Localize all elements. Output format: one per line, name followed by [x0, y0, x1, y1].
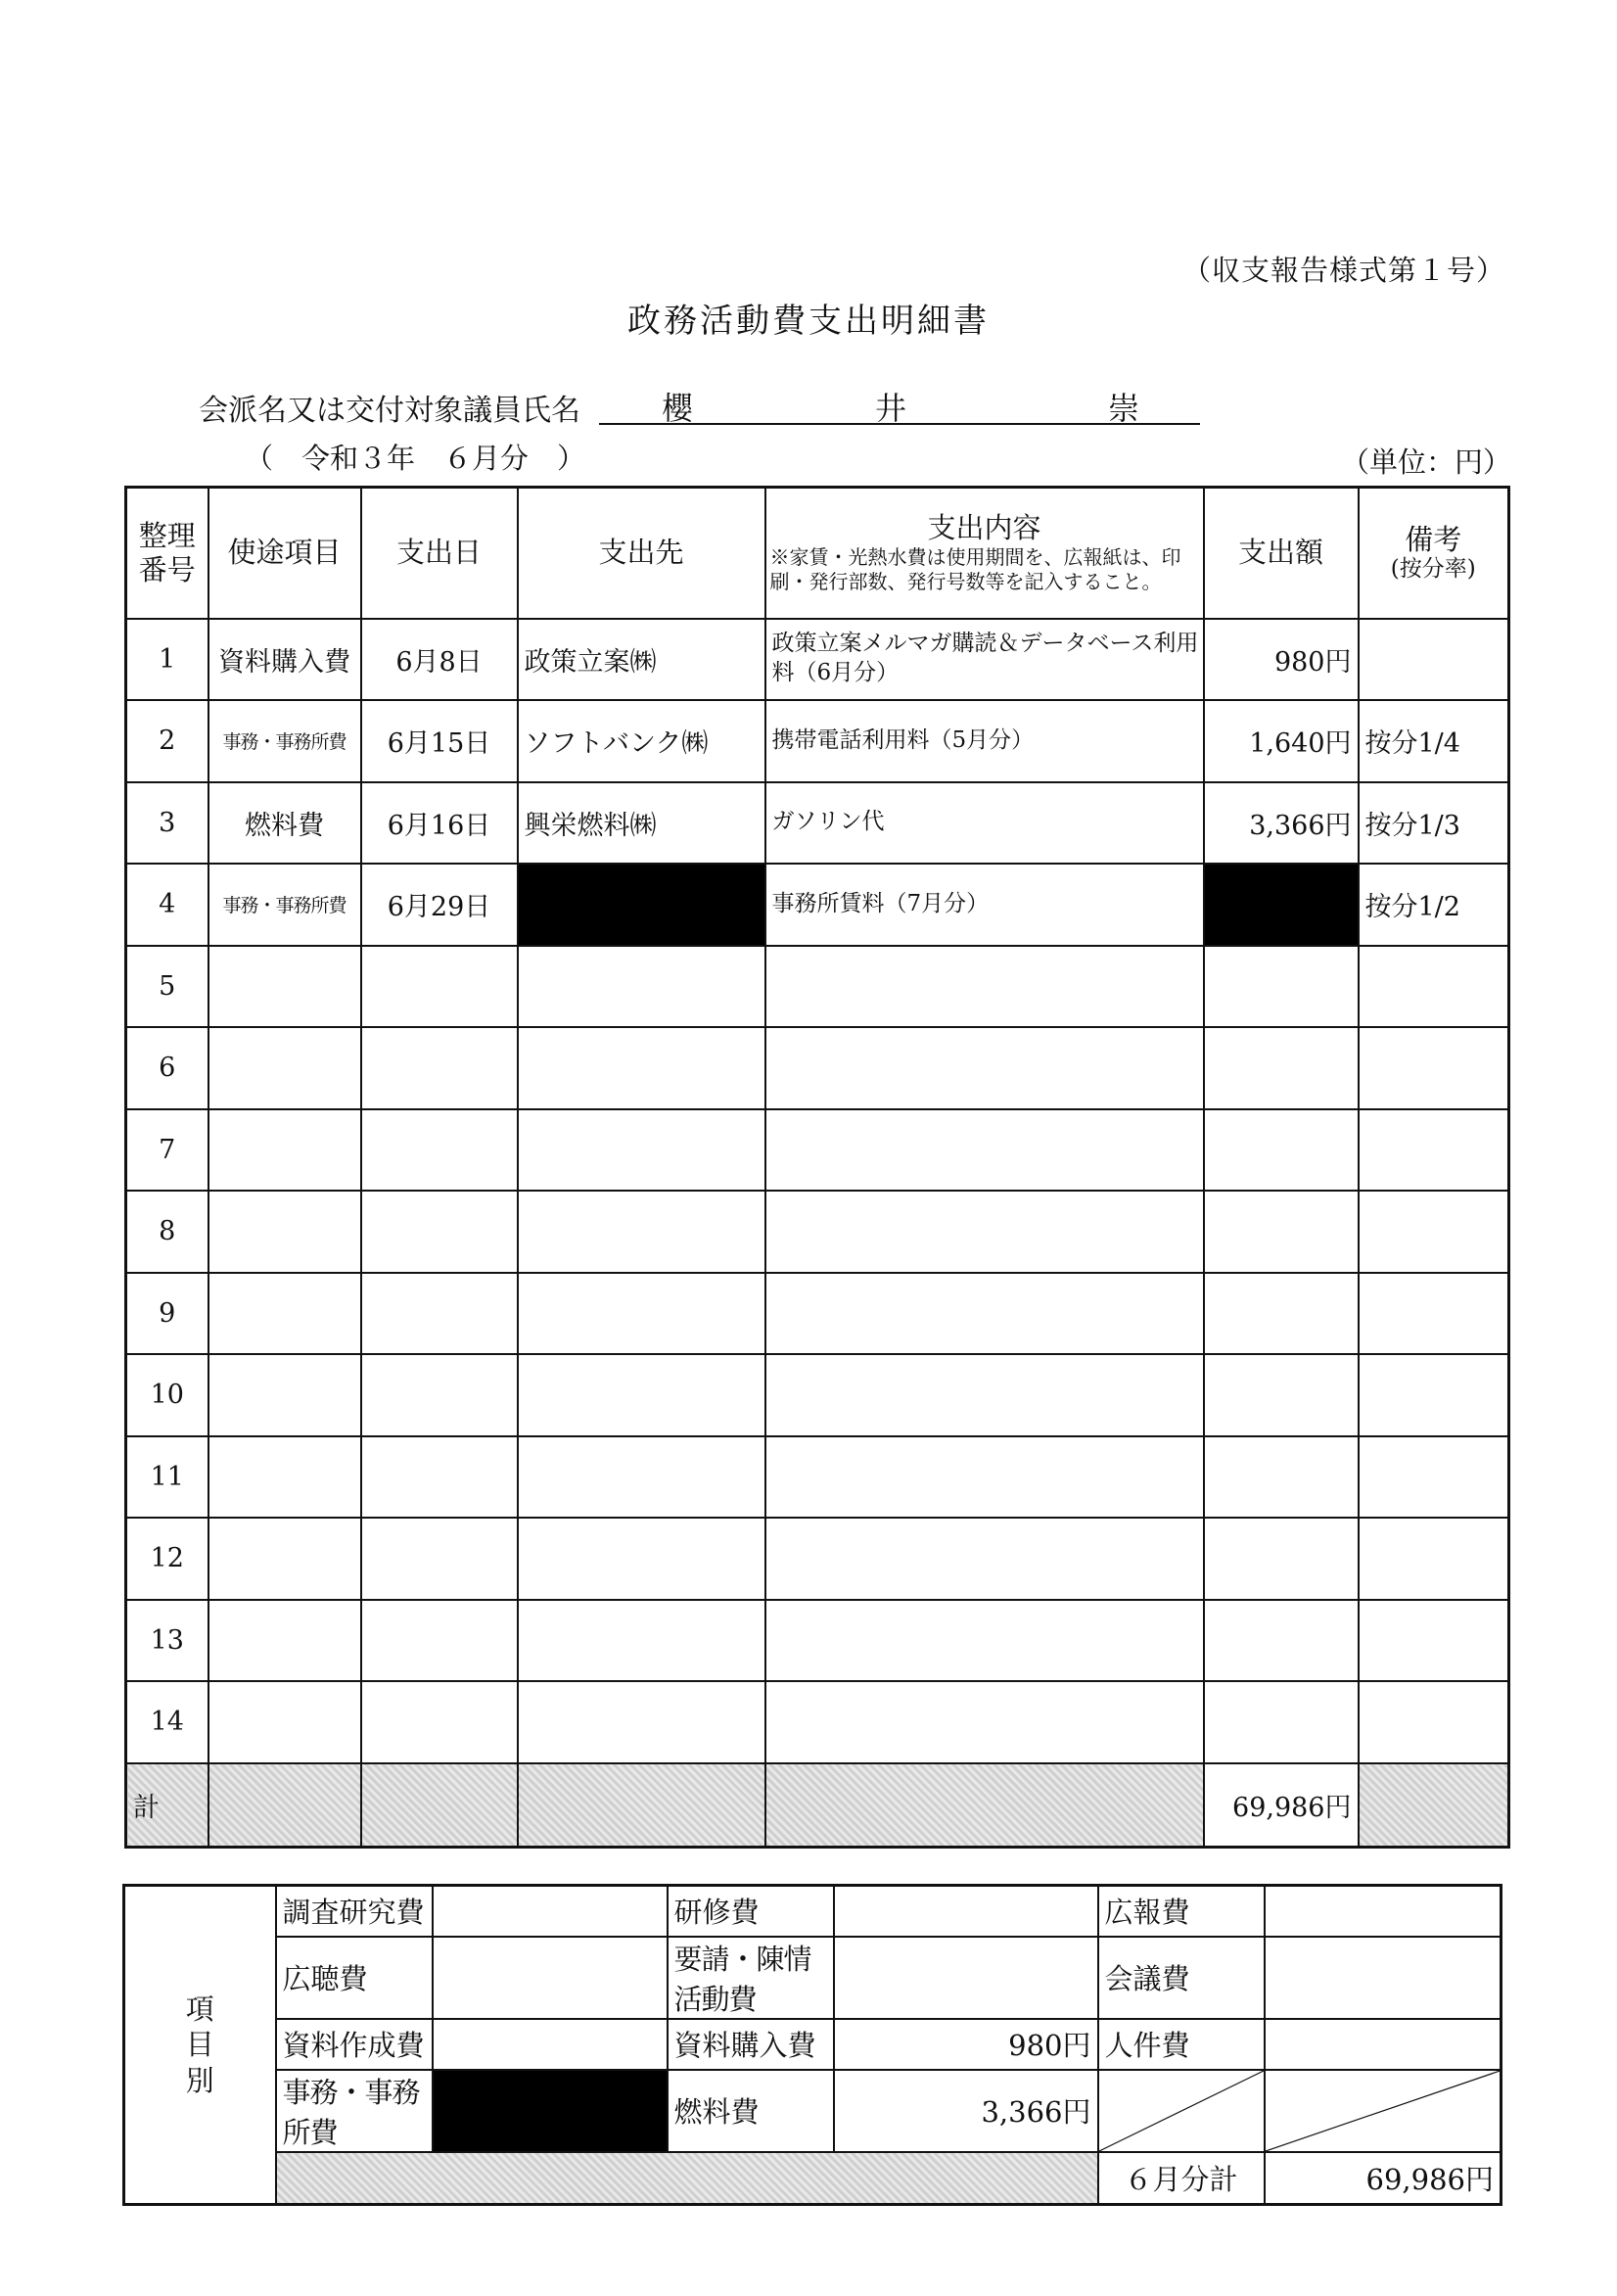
row-date: 6月29日	[361, 864, 518, 946]
table-row	[126, 619, 1509, 701]
row-content: ガソリン代	[765, 782, 1204, 865]
row-content: 事務所賃料（7月分）	[765, 864, 1204, 946]
row-no: 1	[126, 619, 208, 701]
summary-kouchou: 広聴費	[276, 1937, 433, 2019]
row-remarks	[1359, 1109, 1509, 1192]
total-blank	[518, 1763, 765, 1848]
row-payee	[518, 1518, 765, 1600]
summary-chousa-amount	[433, 1886, 668, 1937]
document-title: 政務活動費支出明細書	[627, 302, 990, 341]
row-remarks	[1359, 1354, 1509, 1436]
summary-jimusho-redacted	[433, 2070, 668, 2152]
row-payee	[518, 946, 765, 1028]
summary-category-label: 項目別	[124, 1886, 276, 2205]
row-remarks	[1359, 1436, 1509, 1519]
summary-shiryou-kounyu-amount: 980円	[834, 2019, 1098, 2070]
row-date	[361, 1273, 518, 1355]
table-row	[126, 700, 1509, 782]
table-row	[126, 1027, 1509, 1109]
row-no: 13	[126, 1600, 208, 1682]
summary-nenryou-amount: 3,366円	[834, 2070, 1098, 2152]
row-content	[765, 946, 1204, 1028]
row-date	[361, 1191, 518, 1273]
summary-jinken-amount	[1265, 2019, 1502, 2070]
header-content-note: ※家賃・光熱水費は使用期間を、広報紙は、印刷・発行部数、発行号数等を記入すること。	[769, 545, 1181, 594]
header-no: 整理番号	[126, 488, 208, 619]
member-name-char-3: 崇	[1108, 390, 1140, 427]
row-amount	[1204, 946, 1359, 1028]
row-remarks	[1359, 1600, 1509, 1682]
row-content	[765, 1191, 1204, 1273]
row-remarks	[1359, 619, 1509, 701]
row-date	[361, 1027, 518, 1109]
total-blank	[1359, 1763, 1509, 1848]
header-remarks-title: 備考	[1405, 522, 1462, 556]
summary-jimusho: 事務・事務所費	[276, 2070, 433, 2152]
row-date: 6月16日	[361, 782, 518, 865]
row-no: 2	[126, 700, 208, 782]
row-remarks	[1359, 1273, 1509, 1355]
member-name-char-2: 井	[875, 390, 907, 427]
row-content	[765, 1681, 1204, 1763]
row-amount: 980円	[1204, 619, 1359, 701]
row-amount	[1204, 864, 1359, 946]
row-payee	[518, 1109, 765, 1192]
row-category	[208, 1600, 361, 1682]
row-date	[361, 1518, 518, 1600]
header-remarks	[1359, 488, 1509, 619]
row-no: 6	[126, 1027, 208, 1109]
row-payee: ソフトバンク㈱	[518, 700, 765, 782]
header-date: 支出日	[361, 488, 518, 619]
row-payee	[518, 1681, 765, 1763]
row-category	[208, 1681, 361, 1763]
row-no: 9	[126, 1273, 208, 1355]
row-remarks	[1359, 1191, 1509, 1273]
row-content	[765, 1354, 1204, 1436]
table-row	[126, 1600, 1509, 1682]
header-content-title: 支出内容	[927, 511, 1041, 545]
row-date	[361, 1354, 518, 1436]
row-payee	[518, 1191, 765, 1273]
table-row	[126, 946, 1509, 1028]
row-amount	[1204, 1518, 1359, 1600]
total-blank	[361, 1763, 518, 1848]
summary-kouhou-amount	[1265, 1886, 1502, 1937]
header-content	[765, 488, 1204, 619]
row-remarks: 按分1/4	[1359, 700, 1509, 782]
table-row	[126, 1109, 1509, 1192]
summary-kaigi: 会議費	[1098, 1937, 1265, 2019]
total-label: 計	[126, 1763, 208, 1848]
summary-month-total-amount: 69,986円	[1265, 2152, 1502, 2205]
row-category	[208, 1518, 361, 1600]
row-date	[361, 1681, 518, 1763]
form-number: （収支報告様式第１号）	[1182, 254, 1506, 287]
row-date	[361, 1600, 518, 1682]
row-payee	[518, 1436, 765, 1519]
unit-label: （単位：円）	[1341, 445, 1512, 479]
total-amount: 69,986円	[1204, 1763, 1359, 1848]
total-row	[126, 1763, 1509, 1848]
category-summary-table	[122, 1884, 1502, 2206]
table-row	[126, 1191, 1509, 1273]
row-no: 10	[126, 1354, 208, 1436]
row-content: 政策立案メルマガ購読＆データベース利用料（6月分）	[765, 619, 1204, 701]
row-date	[361, 1436, 518, 1519]
row-category	[208, 1191, 361, 1273]
summary-kouhou: 広報費	[1098, 1886, 1265, 1937]
row-content	[765, 1518, 1204, 1600]
row-payee	[518, 1273, 765, 1355]
row-no: 4	[126, 864, 208, 946]
row-payee	[518, 1354, 765, 1436]
member-label: 会派名又は交付対象議員氏名	[199, 394, 580, 428]
row-no: 11	[126, 1436, 208, 1519]
summary-nenryou: 燃料費	[668, 2070, 834, 2152]
row-remarks: 按分1/3	[1359, 782, 1509, 865]
table-row	[126, 1273, 1509, 1355]
row-content	[765, 1273, 1204, 1355]
summary-shiryou-sakusei-amount	[433, 2019, 668, 2070]
summary-shiryou-kounyu: 資料購入費	[668, 2019, 834, 2070]
header-remarks-sub: (按分率)	[1390, 556, 1476, 583]
table-row	[126, 782, 1509, 865]
row-amount: 3,366円	[1204, 782, 1359, 865]
table-row	[126, 864, 1509, 946]
row-amount	[1204, 1109, 1359, 1192]
row-amount	[1204, 1027, 1359, 1109]
row-no: 12	[126, 1518, 208, 1600]
row-amount	[1204, 1681, 1359, 1763]
row-amount	[1204, 1600, 1359, 1682]
row-amount	[1204, 1436, 1359, 1519]
summary-kenshu-amount	[834, 1886, 1098, 1937]
row-category: 資料購入費	[208, 619, 361, 701]
row-remarks: 按分1/2	[1359, 864, 1509, 946]
summary-diagonal-cell-1	[1098, 2070, 1265, 2152]
row-content	[765, 1600, 1204, 1682]
row-content: 携帯電話利用料（5月分）	[765, 700, 1204, 782]
summary-month-total-label: ６月分計	[1098, 2152, 1265, 2205]
row-no: 7	[126, 1109, 208, 1192]
row-category: 事務・事務所費	[208, 700, 361, 782]
row-date	[361, 946, 518, 1028]
summary-gray-area	[276, 2152, 1098, 2205]
summary-kaigi-amount	[1265, 1937, 1502, 2019]
row-no: 5	[126, 946, 208, 1028]
table-row	[126, 1518, 1509, 1600]
row-payee: 政策立案㈱	[518, 619, 765, 701]
row-category: 燃料費	[208, 782, 361, 865]
row-remarks	[1359, 1518, 1509, 1600]
row-date: 6月15日	[361, 700, 518, 782]
summary-chousa: 調査研究費	[276, 1886, 433, 1937]
row-category	[208, 1109, 361, 1192]
row-remarks	[1359, 946, 1509, 1028]
summary-kouchou-amount	[433, 1937, 668, 2019]
header-amount: 支出額	[1204, 488, 1359, 619]
table-row	[126, 1681, 1509, 1763]
total-blank	[208, 1763, 361, 1848]
header-payee: 支出先	[518, 488, 765, 619]
row-content	[765, 1436, 1204, 1519]
table-row	[126, 1436, 1509, 1519]
row-date	[361, 1109, 518, 1192]
row-no: 14	[126, 1681, 208, 1763]
row-category	[208, 946, 361, 1028]
table-header-row	[126, 488, 1509, 619]
row-date: 6月8日	[361, 619, 518, 701]
row-content	[765, 1027, 1204, 1109]
row-no: 3	[126, 782, 208, 865]
row-category: 事務・事務所費	[208, 864, 361, 946]
row-payee	[518, 1027, 765, 1109]
row-no: 8	[126, 1191, 208, 1273]
summary-diagonal-cell-2	[1265, 2070, 1502, 2152]
summary-yousei-amount	[834, 1937, 1098, 2019]
row-amount	[1204, 1354, 1359, 1436]
row-payee	[518, 1600, 765, 1682]
report-period: （ 令和３年 ６月分 ）	[245, 442, 586, 475]
total-blank	[765, 1763, 1204, 1848]
table-row	[126, 1354, 1509, 1436]
row-amount	[1204, 1191, 1359, 1273]
row-amount	[1204, 1273, 1359, 1355]
row-remarks	[1359, 1681, 1509, 1763]
row-payee	[518, 864, 765, 946]
summary-kenshu: 研修費	[668, 1886, 834, 1937]
row-category	[208, 1354, 361, 1436]
summary-yousei: 要請・陳情活動費	[668, 1937, 834, 2019]
row-amount: 1,640円	[1204, 700, 1359, 782]
header-category: 使途項目	[208, 488, 361, 619]
row-remarks	[1359, 1027, 1509, 1109]
row-category	[208, 1027, 361, 1109]
row-category	[208, 1436, 361, 1519]
expense-detail-table	[124, 486, 1510, 1849]
summary-jinken: 人件費	[1098, 2019, 1265, 2070]
member-name-char-1: 櫻	[662, 390, 694, 427]
row-payee: 興栄燃料㈱	[518, 782, 765, 865]
row-content	[765, 1109, 1204, 1192]
row-category	[208, 1273, 361, 1355]
member-underline	[599, 423, 1200, 425]
summary-shiryou-sakusei: 資料作成費	[276, 2019, 433, 2070]
